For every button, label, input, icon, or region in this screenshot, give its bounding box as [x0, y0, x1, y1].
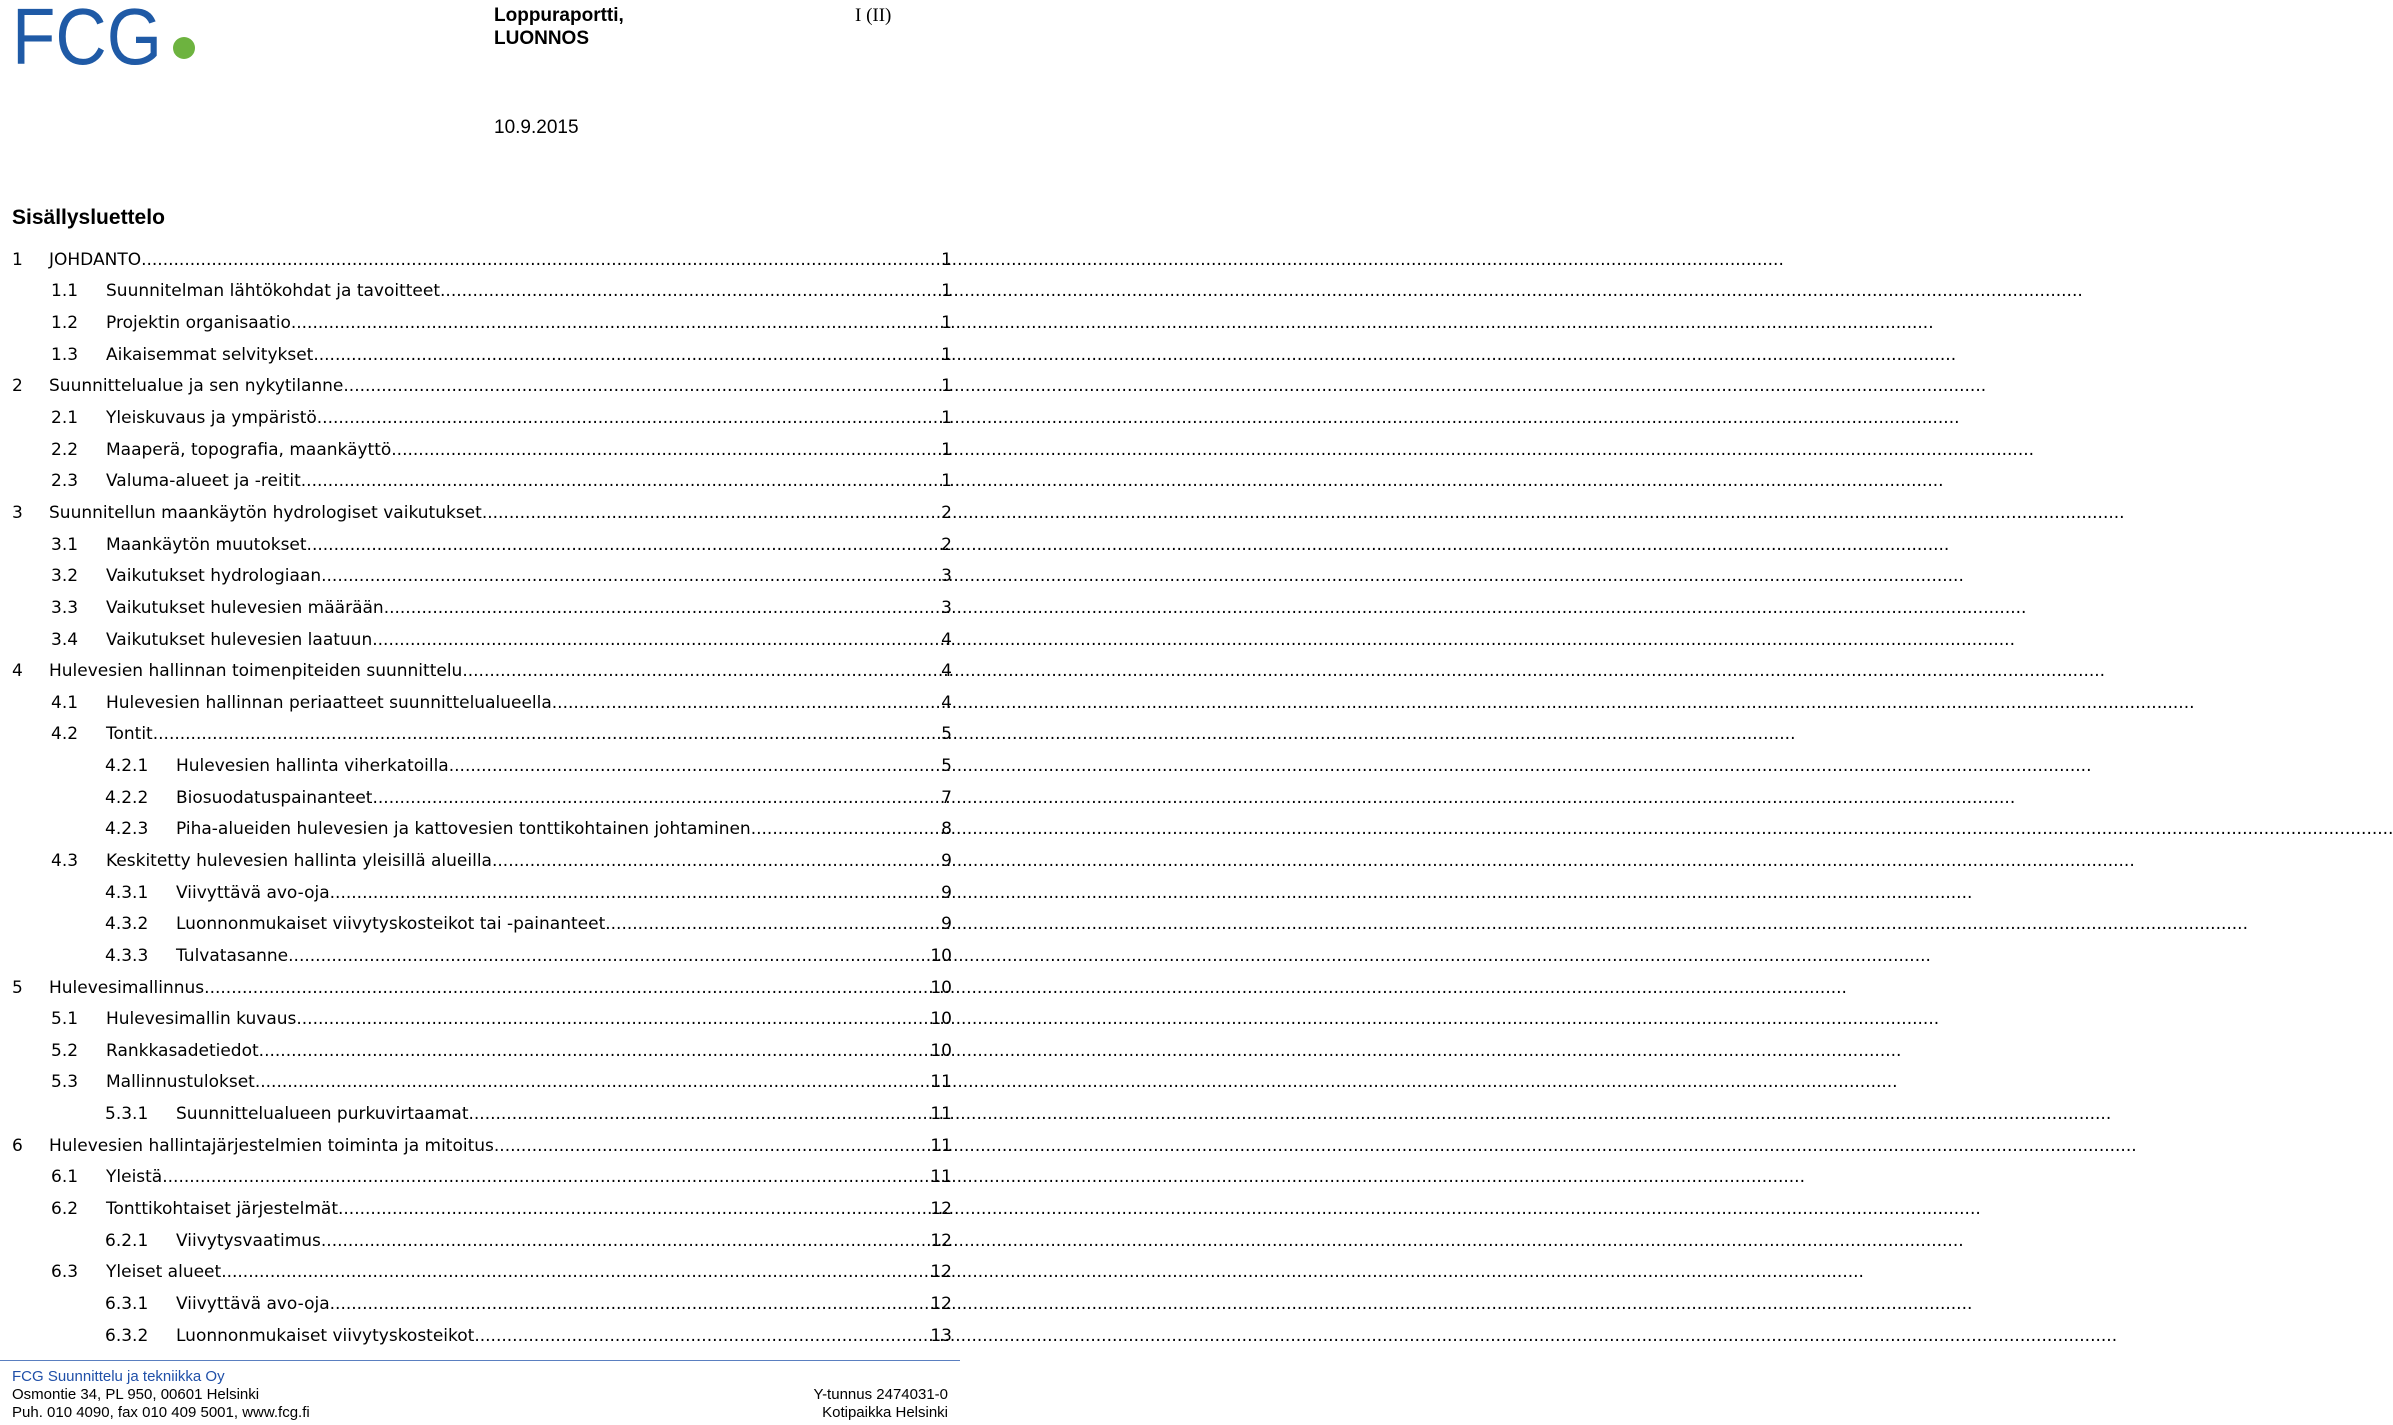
toc-entry-title: Hulevesien hallinta viherkatoilla — [176, 756, 449, 777]
toc-entry-page: 11 — [930, 1104, 952, 1125]
toc-entry-number: 3.4 — [51, 629, 79, 650]
toc-entry-page: 10 — [930, 977, 952, 998]
toc-entry-title: Maaperä, topografia, maankäyttö — [106, 439, 392, 460]
toc-entry-page: 11 — [930, 1167, 952, 1188]
toc-entry-number: 5.1 — [51, 1009, 79, 1030]
toc-entry[interactable] — [12, 1320, 952, 1352]
toc-entry[interactable] — [12, 1067, 952, 1099]
toc-entry[interactable] — [12, 972, 952, 1004]
toc-entry-title: Yleiset alueet — [106, 1262, 222, 1283]
toc-entry-page: 8 — [941, 819, 952, 840]
toc-entry-number: 1.1 — [51, 281, 79, 302]
toc-entry-page: 1 — [941, 439, 952, 460]
toc-entry-number: 4.3.1 — [105, 882, 149, 903]
toc-entry[interactable] — [12, 1257, 952, 1289]
toc-entry-leader — [449, 756, 938, 776]
toc-entry-page: 3 — [941, 597, 952, 618]
toc-entry[interactable] — [12, 276, 952, 308]
toc-entry[interactable] — [12, 687, 952, 719]
toc-entry[interactable] — [12, 1035, 952, 1067]
toc-entry[interactable] — [12, 1162, 952, 1194]
toc-entry-leader — [372, 788, 938, 808]
toc-entry-number: 4.2.2 — [105, 787, 149, 808]
toc-entry-number: 6.3.2 — [105, 1325, 149, 1346]
toc-entry-number: 2.1 — [51, 408, 79, 429]
toc-entry-title: Hulevesien hallinnan toimenpiteiden suunnittelu — [49, 661, 463, 682]
toc-entry[interactable] — [12, 497, 952, 529]
toc-entry-leader — [440, 281, 938, 301]
toc-entry-title: Viivyttävä avo-oja — [176, 1293, 330, 1314]
toc-entry[interactable] — [12, 339, 952, 371]
toc-entry-leader — [552, 693, 938, 713]
toc-entry-number: 1.3 — [51, 344, 79, 365]
toc-entry-leader — [330, 1294, 928, 1314]
toc-entry-title: Suunnitelman lähtökohdat ja tavoitteet — [106, 281, 441, 302]
toc-entry[interactable] — [12, 1193, 952, 1225]
toc-entry-title: JOHDANTO — [49, 249, 142, 270]
toc-entry-number: 4 — [12, 661, 23, 682]
toc-entry[interactable] — [12, 402, 952, 434]
toc-entry-title: Tontit — [106, 724, 153, 745]
toc-entry-page: 4 — [941, 629, 952, 650]
footer-domicile: Kotipaikka Helsinki — [822, 1404, 948, 1421]
toc-entry[interactable] — [12, 750, 952, 782]
toc-entry-leader — [468, 1104, 927, 1124]
toc-entry-page: 12 — [930, 1199, 952, 1220]
toc-entry-page: 1 — [941, 376, 952, 397]
toc-entry-leader — [391, 440, 938, 460]
toc-entry-page: 4 — [941, 692, 952, 713]
toc-entry[interactable] — [12, 465, 952, 497]
toc-entry-leader — [259, 1041, 928, 1061]
toc-entry-leader — [291, 313, 938, 333]
toc-entry-leader — [338, 1199, 927, 1219]
toc-entry-leader — [296, 1009, 927, 1029]
toc-entry-leader — [301, 471, 938, 491]
toc-entry-leader — [605, 914, 938, 934]
toc-entry-leader — [384, 598, 938, 618]
toc-entry[interactable] — [12, 814, 952, 846]
toc-entry-number: 2.2 — [51, 439, 79, 460]
toc-entry-page: 10 — [930, 945, 952, 966]
toc-entry-title: Hulevesimallinnus — [49, 977, 205, 998]
toc-entry-number: 5.2 — [51, 1040, 79, 1061]
footer-divider — [0, 1360, 960, 1361]
document-title — [494, 4, 624, 50]
toc-entry-title: Viivyttävä avo-oja — [176, 882, 330, 903]
toc-entry[interactable] — [12, 845, 952, 877]
toc-entry[interactable] — [12, 371, 952, 403]
toc-entry-leader — [494, 1136, 927, 1156]
toc-entry-number: 2.3 — [51, 471, 79, 492]
logo-text: FCG — [12, 0, 162, 81]
toc-entry-leader — [482, 503, 938, 523]
toc-entry[interactable] — [12, 782, 952, 814]
toc-entry[interactable] — [12, 877, 952, 909]
footer-right — [813, 1386, 948, 1422]
toc-entry-number: 2 — [12, 376, 23, 397]
toc-entry[interactable] — [12, 434, 952, 466]
footer-business-id: Y-tunnus 2474031-0 — [813, 1386, 948, 1403]
toc-entry-number: 4.3.2 — [105, 914, 149, 935]
logo-green-dot — [173, 37, 195, 59]
toc-entry-page: 13 — [930, 1325, 952, 1346]
footer-address: Osmontie 34, PL 950, 00601 Helsinki — [12, 1386, 260, 1403]
toc-entry-page: 4 — [941, 661, 952, 682]
toc-entry-number: 1.2 — [51, 313, 79, 334]
toc-entry-title: Piha-alueiden hulevesien ja kattovesien tonttikohtainen johtaminen — [176, 819, 751, 840]
toc-entry-page: 9 — [941, 882, 952, 903]
toc-entry-title: Suunnittelualueen purkuvirtaamat — [176, 1104, 469, 1125]
toc-entry-page: 1 — [941, 313, 952, 334]
page-number: I (II) — [855, 5, 892, 26]
toc-entry-leader — [474, 1326, 927, 1346]
toc-entry[interactable] — [12, 719, 952, 751]
toc-entry[interactable] — [12, 1288, 952, 1320]
toc-entry-number: 4.2.1 — [105, 756, 149, 777]
toc-entry-number: 4.1 — [51, 692, 79, 713]
toc-entry-title: Hulevesien hallintajärjestelmien toiminta ja mitoitus — [49, 1135, 494, 1156]
toc-entry-title: Luonnonmukaiset viivytyskosteikot tai -painanteet — [176, 914, 606, 935]
toc-entry-leader — [492, 851, 938, 871]
toc-entry-page: 11 — [930, 1072, 952, 1093]
toc-entry-page: 12 — [930, 1262, 952, 1283]
toc-entry-leader — [343, 376, 938, 396]
toc-entry-leader — [321, 566, 938, 586]
toc-entry-number: 3.3 — [51, 597, 79, 618]
fcg-logo — [12, 0, 202, 81]
toc-entry-leader — [288, 946, 927, 966]
toc-entry-title: Rankkasadetiedot — [106, 1040, 259, 1061]
toc-heading: Sisällysluettelo — [12, 206, 165, 229]
toc-entry-leader — [307, 535, 939, 555]
toc-entry-leader — [330, 883, 939, 903]
toc-entry-title: Biosuodatuspainanteet — [176, 787, 373, 808]
toc-entry[interactable] — [12, 560, 952, 592]
toc-entry-leader — [162, 1167, 927, 1187]
toc-entry-number: 3.1 — [51, 534, 79, 555]
toc-entry-number: 6.1 — [51, 1167, 79, 1188]
toc-entry-number: 6.3.1 — [105, 1293, 149, 1314]
toc-entry-page: 3 — [941, 566, 952, 587]
toc-entry-title: Yleiskuvaus ja ympäristö — [106, 408, 317, 429]
toc-entry[interactable] — [12, 1003, 952, 1035]
toc-entry-page: 9 — [941, 850, 952, 871]
toc-entry-leader — [141, 250, 938, 270]
toc-entry-page: 5 — [941, 756, 952, 777]
toc-entry-page: 7 — [941, 787, 952, 808]
toc-entry-title: Suunnitellun maankäytön hydrologiset vaikutukset — [49, 502, 482, 523]
footer-contact[interactable]: Puh. 010 4090, fax 010 409 5001, www.fcg.fi — [12, 1404, 310, 1421]
toc-entry-title: Yleistä — [106, 1167, 163, 1188]
toc-entry-page: 2 — [941, 502, 952, 523]
toc-entry[interactable] — [12, 908, 952, 940]
toc-entry-number: 4.3.3 — [105, 945, 149, 966]
toc-entry-number: 6 — [12, 1135, 23, 1156]
toc-entry-page: 1 — [941, 249, 952, 270]
toc-entry-leader — [313, 345, 938, 365]
toc-entry-title: Tulvatasanne — [176, 945, 289, 966]
toc-entry[interactable] — [12, 655, 952, 687]
toc-entry-leader — [221, 1262, 927, 1282]
table-of-contents — [12, 244, 952, 1351]
toc-entry-number: 3.2 — [51, 566, 79, 587]
toc-entry[interactable] — [12, 624, 952, 656]
toc-entry-number: 3 — [12, 502, 23, 523]
toc-entry-title: Aikaisemmat selvitykset — [106, 344, 314, 365]
toc-entry-leader — [153, 724, 938, 744]
toc-entry-page: 12 — [930, 1293, 952, 1314]
toc-entry-title: Hulevesimallin kuvaus — [106, 1009, 297, 1030]
toc-entry-title: Luonnonmukaiset viivytyskosteikot — [176, 1325, 475, 1346]
footer-company: FCG Suunnittelu ja tekniikka Oy — [12, 1368, 225, 1385]
toc-entry-title: Hulevesien hallinnan periaatteet suunnittelualueella — [106, 692, 552, 713]
footer-left — [12, 1368, 310, 1422]
toc-entry[interactable] — [12, 940, 952, 972]
document-title-line2: LUONNOS — [494, 28, 589, 49]
toc-entry-number: 1 — [12, 249, 23, 270]
toc-entry-leader — [751, 819, 938, 839]
toc-entry-page: 12 — [930, 1230, 952, 1251]
toc-entry-leader — [462, 661, 938, 681]
toc-entry-title: Tonttikohtaiset järjestelmät — [106, 1199, 338, 1220]
toc-entry-leader — [317, 408, 938, 428]
toc-entry-page: 2 — [941, 534, 952, 555]
toc-entry-page: 9 — [941, 914, 952, 935]
toc-entry-page: 11 — [930, 1135, 952, 1156]
toc-entry-page: 10 — [930, 1040, 952, 1061]
toc-entry-title: Mallinnustulokset — [106, 1072, 255, 1093]
document-date: 10.9.2015 — [494, 117, 579, 138]
toc-entry-title: Vaikutukset hulevesien määrään — [106, 597, 384, 618]
toc-entry-number: 6.3 — [51, 1262, 79, 1283]
toc-entry-page: 5 — [941, 724, 952, 745]
toc-entry-leader — [204, 978, 927, 998]
toc-entry-page: 1 — [941, 281, 952, 302]
toc-entry-title: Suunnittelualue ja sen nykytilanne — [49, 376, 344, 397]
toc-entry-page: 10 — [930, 1009, 952, 1030]
toc-entry-title: Valuma-alueet ja -reitit — [106, 471, 301, 492]
toc-entry[interactable] — [12, 1130, 952, 1162]
toc-entry[interactable] — [12, 307, 952, 339]
toc-entry-title: Vaikutukset hulevesien laatuun — [106, 629, 373, 650]
toc-entry-number: 5.3.1 — [105, 1104, 149, 1125]
toc-entry-title: Keskitetty hulevesien hallinta yleisillä alueilla — [106, 850, 492, 871]
toc-entry-title: Viivytysvaatimus — [176, 1230, 321, 1251]
document-title-line1: Loppuraportti, — [494, 5, 624, 26]
toc-entry-leader — [255, 1072, 928, 1092]
toc-entry-title: Maankäytön muutokset — [106, 534, 307, 555]
toc-entry-page: 1 — [941, 344, 952, 365]
toc-entry-page: 1 — [941, 408, 952, 429]
toc-entry-number: 5 — [12, 977, 23, 998]
toc-entry-number: 6.2.1 — [105, 1230, 149, 1251]
toc-entry[interactable] — [12, 1098, 952, 1130]
toc-entry-title: Projektin organisaatio — [106, 313, 291, 334]
toc-entry-number: 4.2 — [51, 724, 79, 745]
toc-entry-number: 5.3 — [51, 1072, 79, 1093]
toc-entry-page: 1 — [941, 471, 952, 492]
toc-entry-leader — [372, 630, 938, 650]
toc-entry-number: 4.3 — [51, 850, 79, 871]
toc-entry-title: Vaikutukset hydrologiaan — [106, 566, 322, 587]
toc-entry[interactable] — [12, 529, 952, 561]
toc-entry-leader — [321, 1231, 927, 1251]
toc-entry[interactable] — [12, 1225, 952, 1257]
toc-entry[interactable] — [12, 244, 952, 276]
toc-entry[interactable] — [12, 592, 952, 624]
toc-entry-number: 6.2 — [51, 1199, 79, 1220]
toc-entry-number: 4.2.3 — [105, 819, 149, 840]
